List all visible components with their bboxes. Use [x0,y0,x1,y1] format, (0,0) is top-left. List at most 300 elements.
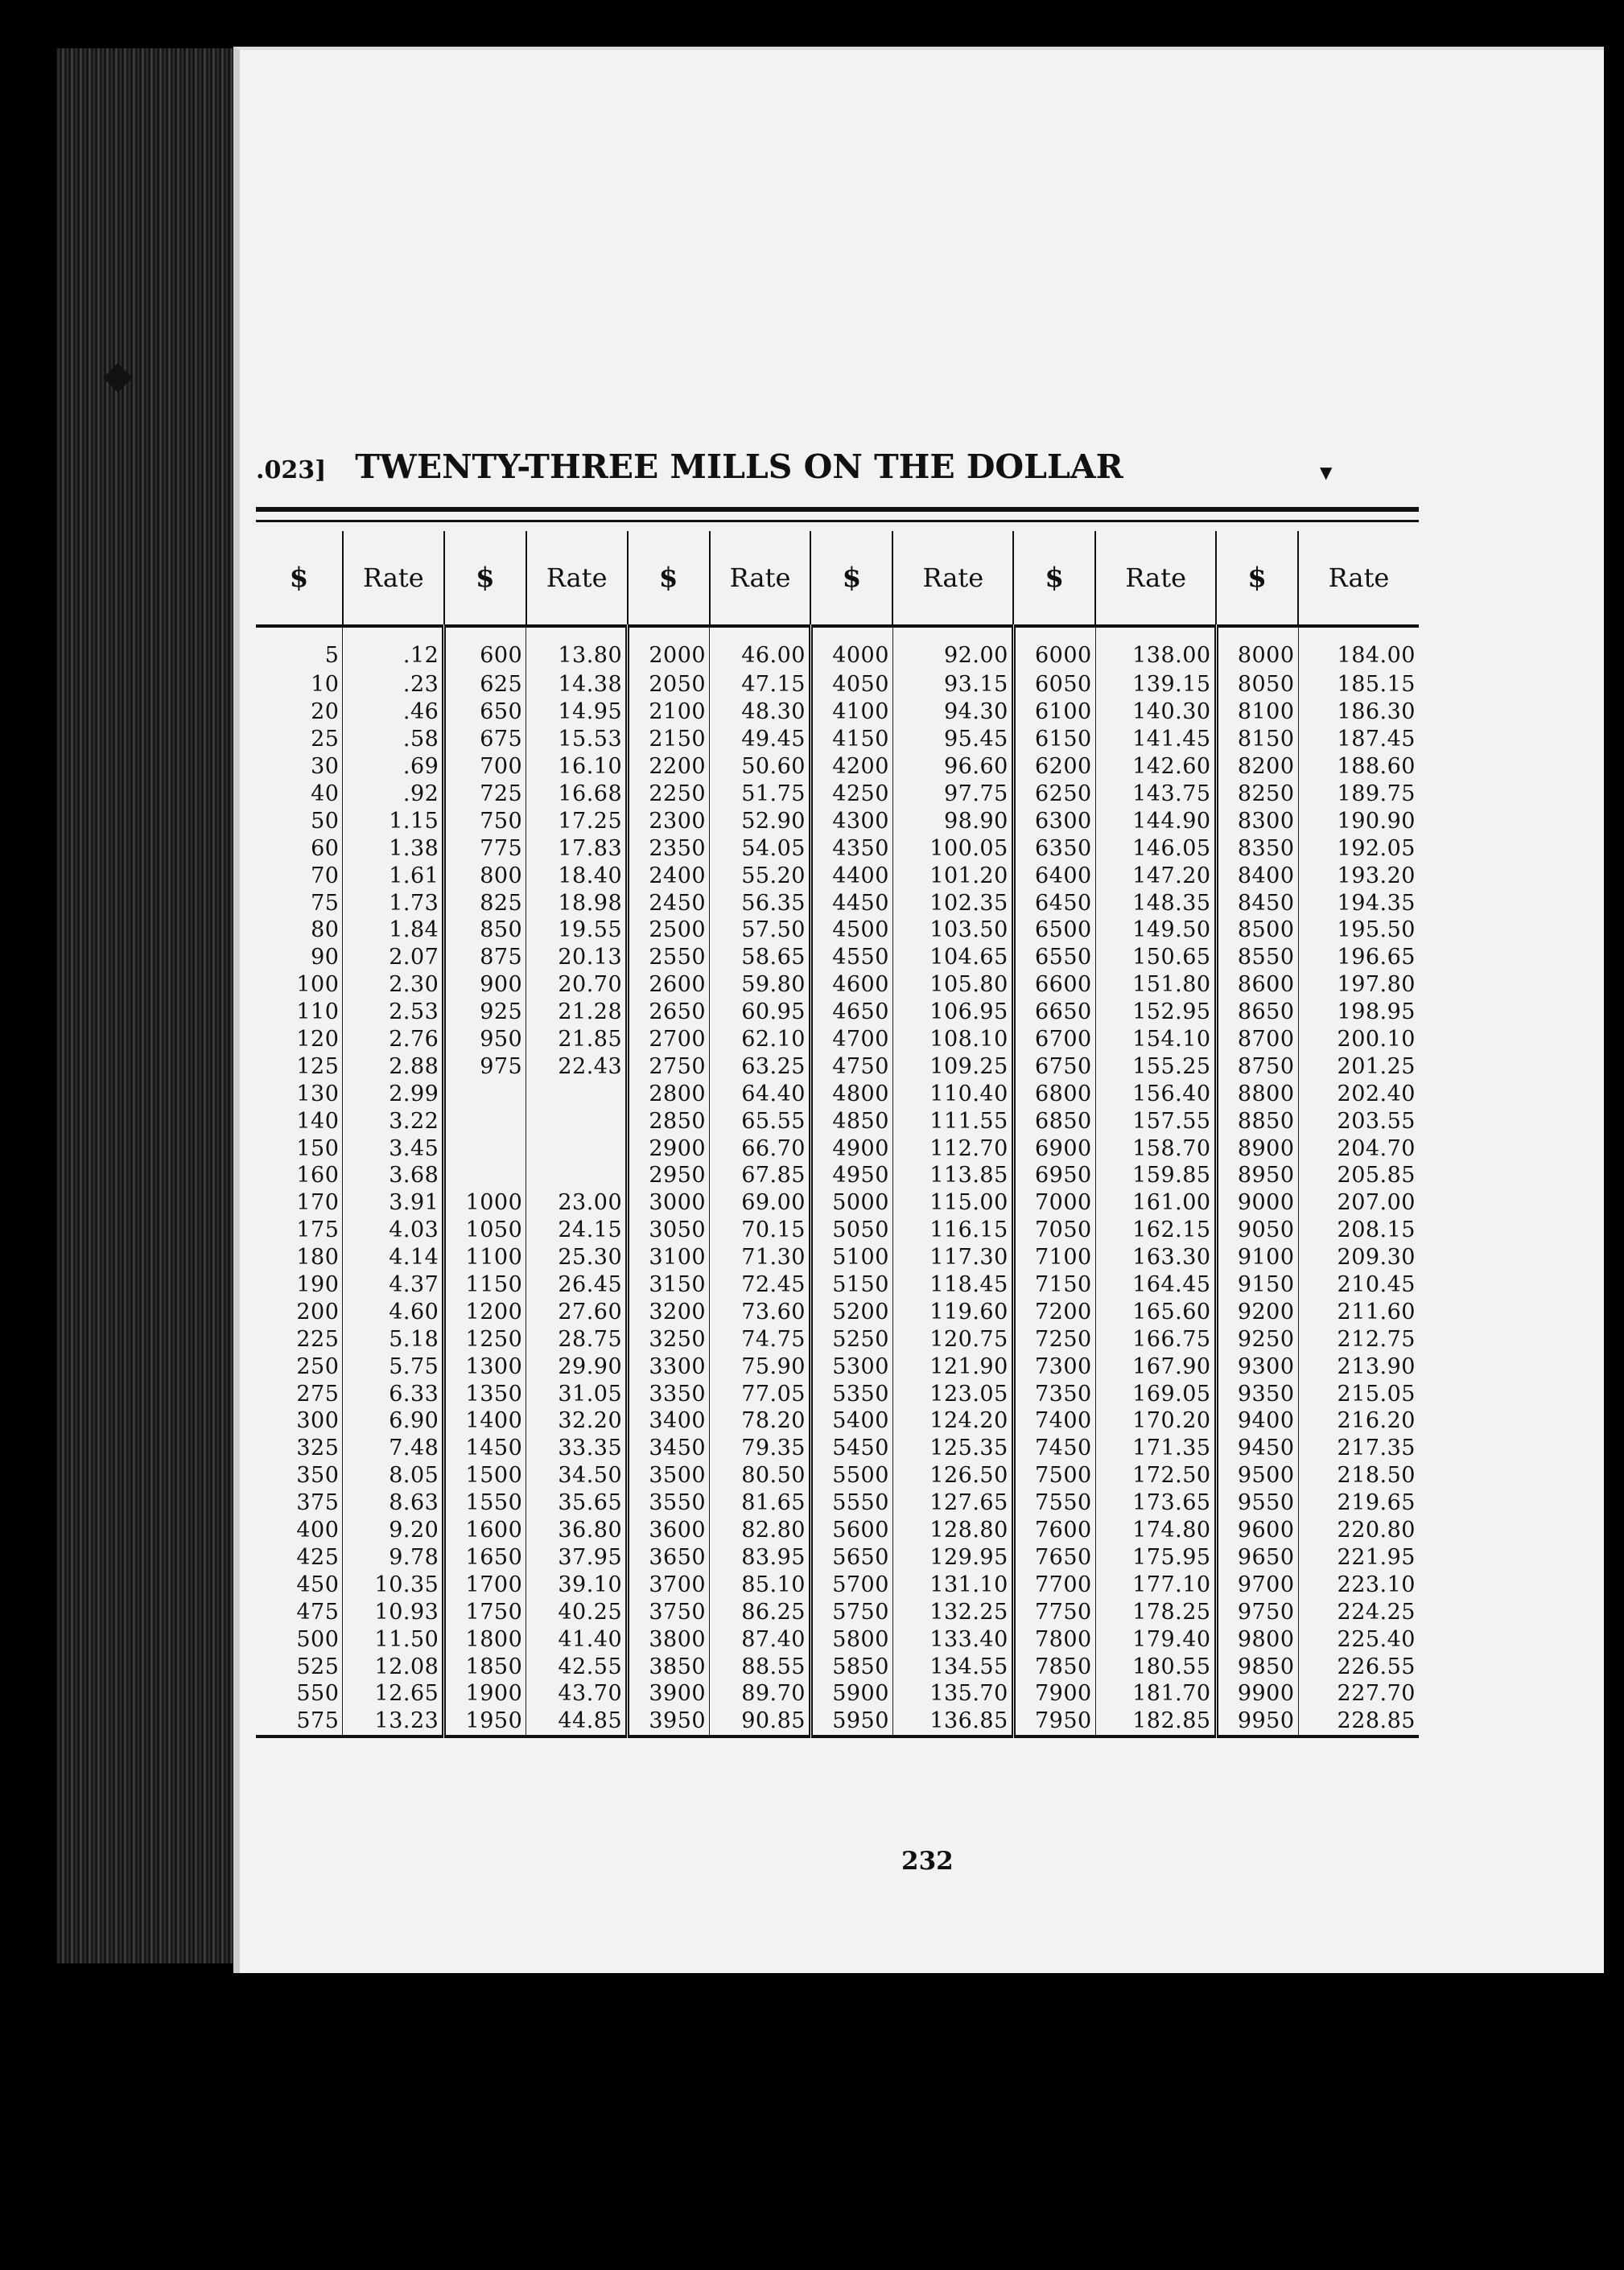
amount-cell: 775 [444,834,526,862]
rate-cell: 172.50 [1095,1462,1216,1489]
rate-cell: 110.40 [892,1080,1013,1107]
rate-cell: 89.70 [710,1680,811,1708]
amount-cell: 400 [256,1517,343,1544]
table-row [256,1053,1419,1080]
rate-cell: 170.20 [1095,1407,1216,1435]
amount-cell: 7600 [1013,1517,1095,1544]
table-row [256,834,1419,862]
amount-cell: 180 [256,1244,343,1271]
table-row [256,671,1419,698]
amount-cell: 9750 [1216,1598,1298,1625]
rate-cell: 93.15 [892,671,1013,698]
rate-cell: 15.53 [526,726,628,753]
amount-cell: 6350 [1013,834,1095,862]
amount-cell: 8650 [1216,999,1298,1026]
rate-cell: .12 [343,626,444,671]
rate-cell: 223.10 [1337,1572,1416,1597]
amount-cell: 7250 [1013,1325,1095,1353]
amount-cell: 3200 [628,1298,710,1325]
amount-cell: 9600 [1216,1517,1298,1544]
amount-cell: 8000 [1216,626,1298,671]
header-number: .023] [256,456,327,484]
rate-cell: 119.60 [892,1298,1013,1325]
table-row [256,1598,1419,1625]
amount-cell: 25 [256,726,343,753]
rate-cell: 227.70 [1337,1681,1416,1707]
rate-cell: 60.95 [710,999,811,1026]
amount-cell: 1650 [444,1544,526,1572]
rate-cell: 1.15 [343,807,444,834]
amount-cell: 8800 [1216,1080,1298,1107]
amount-cell: 9800 [1216,1625,1298,1653]
amount-cell: 7650 [1013,1544,1095,1572]
rate-cell: 220.80 [1337,1518,1416,1543]
rate-cell: 18.98 [526,889,628,917]
rate-cell: 63.25 [710,1053,811,1080]
amount-cell: 60 [256,834,343,862]
rate-cell: 28.75 [526,1325,628,1353]
rate-cell: 9.78 [343,1544,444,1572]
amount-cell: 3250 [628,1325,710,1353]
rate-cell: 195.50 [1337,917,1416,943]
amount-cell: 2700 [628,1026,710,1053]
table-row [256,1544,1419,1572]
amount-cell: 7950 [1013,1708,1095,1736]
rate-cell: 129.95 [892,1544,1013,1572]
amount-cell: 1450 [444,1435,526,1462]
rate-cell: 2.76 [343,1026,444,1053]
amount-cell: 5300 [810,1353,892,1380]
rate-cell: 225.40 [1337,1626,1416,1652]
rate-cell: 69.00 [710,1189,811,1217]
amount-cell: 3750 [628,1598,710,1625]
amount-cell: 7200 [1013,1298,1095,1325]
amount-cell: 7150 [1013,1271,1095,1299]
amount-cell: 5800 [810,1625,892,1653]
amount-cell: 3450 [628,1435,710,1462]
rate-cell: 78.20 [710,1407,811,1435]
rate-cell: 21.85 [526,1026,628,1053]
amount-cell: 4400 [810,862,892,889]
rate-cell: 64.40 [710,1080,811,1107]
col-header-rate: Rate [526,531,628,626]
amount-cell: 7100 [1013,1244,1095,1271]
rate-cell: 146.05 [1095,834,1216,862]
amount-cell: 2650 [628,999,710,1026]
amount-cell: 3950 [628,1708,710,1736]
amount-cell: 3100 [628,1244,710,1271]
amount-cell: 130 [256,1080,343,1107]
table-row [256,726,1419,753]
amount-cell: 2950 [628,1162,710,1189]
amount-cell: 4050 [810,671,892,698]
rate-cell: 8.05 [343,1462,444,1489]
amount-cell: 275 [256,1380,343,1407]
amount-cell: 7500 [1013,1462,1095,1489]
amount-cell: 3150 [628,1271,710,1299]
amount-cell: 4150 [810,726,892,753]
rate-cell: 106.95 [892,999,1013,1026]
rate-cell: 52.90 [710,807,811,834]
rate-cell: 74.75 [710,1325,811,1353]
rate-cell: 5.18 [343,1325,444,1353]
rate-cell: 50.60 [710,753,811,781]
rate-cell [526,1135,628,1162]
amount-cell: 600 [444,626,526,671]
rate-cell: 12.08 [343,1653,444,1680]
amount-cell: 725 [444,781,526,808]
rate-cell: 25.30 [526,1244,628,1271]
amount-cell: 5 [256,626,343,671]
rate-cell: 132.25 [892,1598,1013,1625]
table-row [256,1080,1419,1107]
amount-cell: 7300 [1013,1353,1095,1380]
rate-cell: 2.99 [343,1080,444,1107]
amount-cell: 3700 [628,1571,710,1598]
amount-cell: 8500 [1216,917,1298,944]
amount-cell: 975 [444,1053,526,1080]
rate-cell: 2.30 [343,971,444,999]
amount-cell: 6900 [1013,1135,1095,1162]
amount-cell: 4500 [810,917,892,944]
amount-cell: 625 [444,671,526,698]
amount-cell: 2400 [628,862,710,889]
rate-cell: 20.70 [526,971,628,999]
col-header-amount: $ [444,531,526,626]
amount-cell: 9350 [1216,1380,1298,1407]
rate-cell: 121.90 [892,1353,1013,1380]
rate-cell: 100.05 [892,834,1013,862]
rate-cell: 142.60 [1095,753,1216,781]
amount-cell: 200 [256,1298,343,1325]
amount-cell: 2850 [628,1107,710,1135]
amount-cell: 170 [256,1189,343,1217]
amount-cell: 5650 [810,1544,892,1572]
amount-cell: 3000 [628,1189,710,1217]
rate-cell: 37.95 [526,1544,628,1572]
amount-cell: 4950 [810,1162,892,1189]
amount-cell: 950 [444,1026,526,1053]
amount-cell: 5450 [810,1435,892,1462]
amount-cell: 3850 [628,1653,710,1680]
amount-cell: 30 [256,753,343,781]
rate-cell: 40.25 [526,1598,628,1625]
rate-cell: 9.20 [343,1517,444,1544]
table-row [256,753,1419,781]
table-row [256,1571,1419,1598]
amount-cell: 90 [256,944,343,971]
amount-cell: 5000 [810,1189,892,1217]
amount-cell: 6850 [1013,1107,1095,1135]
amount-cell: 7800 [1013,1625,1095,1653]
amount-cell: 1950 [444,1708,526,1736]
rate-cell: 139.15 [1095,671,1216,698]
rate-cell: 22.43 [526,1053,628,1080]
rate-cell: 8.63 [343,1489,444,1517]
rate-cell: 164.45 [1095,1271,1216,1299]
rate-cell: 2.07 [343,944,444,971]
amount-cell: 10 [256,671,343,698]
rate-cell: 109.25 [892,1053,1013,1080]
rate-cell: 154.10 [1095,1026,1216,1053]
col-header-amount: $ [810,531,892,626]
book-edge [56,48,241,1963]
rate-cell: 108.10 [892,1026,1013,1053]
amount-cell: 4800 [810,1080,892,1107]
rate-cell: 49.45 [710,726,811,753]
amount-cell: 250 [256,1353,343,1380]
rate-cell: 143.75 [1095,781,1216,808]
amount-cell: 1200 [444,1298,526,1325]
rate-cell: 2.88 [343,1053,444,1080]
rate-cell: 205.85 [1337,1163,1416,1189]
rate-cell: 59.80 [710,971,811,999]
rate-cell: 19.55 [526,917,628,944]
rate-cell: 80.50 [710,1462,811,1489]
amount-cell [444,1107,526,1135]
amount-cell: 8200 [1216,753,1298,781]
table-row [256,698,1419,726]
amount-cell: 8600 [1216,971,1298,999]
rate-cell: 3.22 [343,1107,444,1135]
rate-cell: 32.20 [526,1407,628,1435]
rate-cell: 150.65 [1095,944,1216,971]
amount-cell: 6750 [1013,1053,1095,1080]
amount-cell: 5950 [810,1708,892,1736]
rate-cell: 17.83 [526,834,628,862]
rate-cell: 159.85 [1095,1162,1216,1189]
amount-cell: 8050 [1216,671,1298,698]
rate-cell: 5.75 [343,1353,444,1380]
amount-cell: 6450 [1013,889,1095,917]
table-row [256,1653,1419,1680]
amount-cell: 100 [256,971,343,999]
rate-cell: 167.90 [1095,1353,1216,1380]
amount-cell: 1150 [444,1271,526,1299]
col-header-rate: Rate [1298,531,1419,626]
rate-cell: 219.65 [1337,1490,1416,1516]
amount-cell: 6650 [1013,999,1095,1026]
amount-cell: 4200 [810,753,892,781]
amount-cell: 4450 [810,889,892,917]
rate-cell: 86.25 [710,1598,811,1625]
col-header-rate: Rate [892,531,1013,626]
table-row [256,1708,1419,1736]
rate-cell: 71.30 [710,1244,811,1271]
amount-cell: 3800 [628,1625,710,1653]
table-row [256,971,1419,999]
rate-cell: 87.40 [710,1625,811,1653]
rate-cell: 48.30 [710,698,811,726]
amount-cell: 8850 [1216,1107,1298,1135]
amount-cell: 1600 [444,1517,526,1544]
amount-cell: 5100 [810,1244,892,1271]
amount-cell: 9000 [1216,1189,1298,1217]
ink-speck: ▼ [1320,463,1333,482]
amount-cell: 7350 [1013,1380,1095,1407]
amount-cell: 9150 [1216,1271,1298,1299]
amount-cell: 2450 [628,889,710,917]
col-header-rate: Rate [1095,531,1216,626]
table-row [256,807,1419,834]
amount-cell: 50 [256,807,343,834]
amount-cell: 900 [444,971,526,999]
rate-cell: 14.38 [526,671,628,698]
rate-cell: 133.40 [892,1625,1013,1653]
rate-cell: 134.55 [892,1653,1013,1680]
amount-cell: 9650 [1216,1544,1298,1572]
rate-cell: 58.65 [710,944,811,971]
rate-cell: 126.50 [892,1462,1013,1489]
amount-cell: 5350 [810,1380,892,1407]
rate-cell: 204.70 [1337,1135,1416,1161]
rate-cell: 75.90 [710,1353,811,1380]
rate-cell: 118.45 [892,1271,1013,1299]
rate-cell: 127.65 [892,1489,1013,1517]
rate-cell: 3.91 [343,1189,444,1217]
rate-cell: 120.75 [892,1325,1013,1353]
rate-cell: 10.35 [343,1571,444,1598]
amount-cell: 6300 [1013,807,1095,834]
rate-cell: 158.70 [1095,1135,1216,1162]
amount-cell: 5050 [810,1217,892,1244]
amount-cell: 3650 [628,1544,710,1572]
amount-cell: 120 [256,1026,343,1053]
amount-cell: 9300 [1216,1353,1298,1380]
amount-cell: 8450 [1216,889,1298,917]
rate-cell: 27.60 [526,1298,628,1325]
amount-cell: 4000 [810,626,892,671]
amount-cell: 1300 [444,1353,526,1380]
amount-cell: 5400 [810,1407,892,1435]
header-row [256,531,1419,626]
amount-cell: 9850 [1216,1653,1298,1680]
amount-cell: 20 [256,698,343,726]
rate-cell: 125.35 [892,1435,1013,1462]
amount-cell: 875 [444,944,526,971]
table-row [256,1680,1419,1708]
rate-cell: 29.90 [526,1353,628,1380]
rate-cell: 67.85 [710,1162,811,1189]
rates-table [256,531,1419,1738]
rate-cell: 192.05 [1337,835,1416,861]
amount-cell: 5750 [810,1598,892,1625]
amount-cell: 70 [256,862,343,889]
rate-cell: 98.90 [892,807,1013,834]
rate-cell: 140.30 [1095,698,1216,726]
rate-cell: 210.45 [1337,1272,1416,1298]
table-row [256,1517,1419,1544]
rate-cell: 3.68 [343,1162,444,1189]
amount-cell: 9250 [1216,1325,1298,1353]
amount-cell: 4250 [810,781,892,808]
table-row [256,1107,1419,1135]
rate-cell: 218.50 [1337,1463,1416,1489]
rate-cell: 228.85 [1298,1708,1419,1736]
rate-cell: 190.90 [1337,808,1416,834]
amount-cell: 5150 [810,1271,892,1299]
table-row [256,944,1419,971]
rate-cell: 34.50 [526,1462,628,1489]
amount-cell [444,1080,526,1107]
rate-cell: 95.45 [892,726,1013,753]
amount-cell: 75 [256,889,343,917]
amount-cell [444,1135,526,1162]
rate-cell: 6.90 [343,1407,444,1435]
amount-cell: 9500 [1216,1462,1298,1489]
amount-cell: 6800 [1013,1080,1095,1107]
amount-cell: 6200 [1013,753,1095,781]
amount-cell: 2300 [628,807,710,834]
amount-cell: 2350 [628,834,710,862]
page-number: 232 [901,1847,954,1876]
rate-cell [526,1080,628,1107]
rate-cell: 213.90 [1337,1353,1416,1379]
amount-cell: 475 [256,1598,343,1625]
amount-cell: 2750 [628,1053,710,1080]
rate-cell: 101.20 [892,862,1013,889]
rate-cell: 215.05 [1337,1381,1416,1407]
rate-cell: 62.10 [710,1026,811,1053]
table-row [256,889,1419,917]
rate-cell: .58 [343,726,444,753]
amount-cell: 8300 [1216,807,1298,834]
amount-cell: 5500 [810,1462,892,1489]
rate-cell: .46 [343,698,444,726]
rate-cell: 43.70 [526,1680,628,1708]
rate-cell: 186.30 [1337,699,1416,725]
amount-cell: 7400 [1013,1407,1095,1435]
table-row [256,1325,1419,1353]
amount-cell: 3400 [628,1407,710,1435]
rate-cell: 92.00 [892,626,1013,671]
rate-cell: 1.73 [343,889,444,917]
table-row [256,1298,1419,1325]
rate-cell: 1.84 [343,917,444,944]
amount-cell: 8100 [1216,698,1298,726]
amount-cell: 9900 [1216,1680,1298,1708]
rate-cell: 163.30 [1095,1244,1216,1271]
rate-cell: 211.60 [1337,1299,1416,1325]
rate-cell: 36.80 [526,1517,628,1544]
amount-cell: 2900 [628,1135,710,1162]
table-row [256,1244,1419,1271]
col-header-amount: $ [628,531,710,626]
amount-cell: 1400 [444,1407,526,1435]
rate-cell: 200.10 [1337,1027,1416,1053]
amount-cell: 825 [444,889,526,917]
table-row [256,1462,1419,1489]
amount-cell: 575 [256,1708,343,1736]
rate-cell: 33.35 [526,1435,628,1462]
amount-cell: 4300 [810,807,892,834]
rate-cell: 46.00 [710,626,811,671]
rate-cell: 13.80 [526,626,628,671]
amount-cell: 550 [256,1680,343,1708]
rate-cell: 182.85 [1095,1708,1216,1736]
amount-cell: 650 [444,698,526,726]
amount-cell: 1500 [444,1462,526,1489]
amount-cell: 375 [256,1489,343,1517]
amount-cell: 850 [444,917,526,944]
rate-cell: 116.15 [892,1217,1013,1244]
rate-cell: 149.50 [1095,917,1216,944]
rate-cell: 162.15 [1095,1217,1216,1244]
rate-cell: 201.25 [1337,1053,1416,1079]
amount-cell: 1900 [444,1680,526,1708]
rate-cell: 111.55 [892,1107,1013,1135]
amount-cell: 9400 [1216,1407,1298,1435]
